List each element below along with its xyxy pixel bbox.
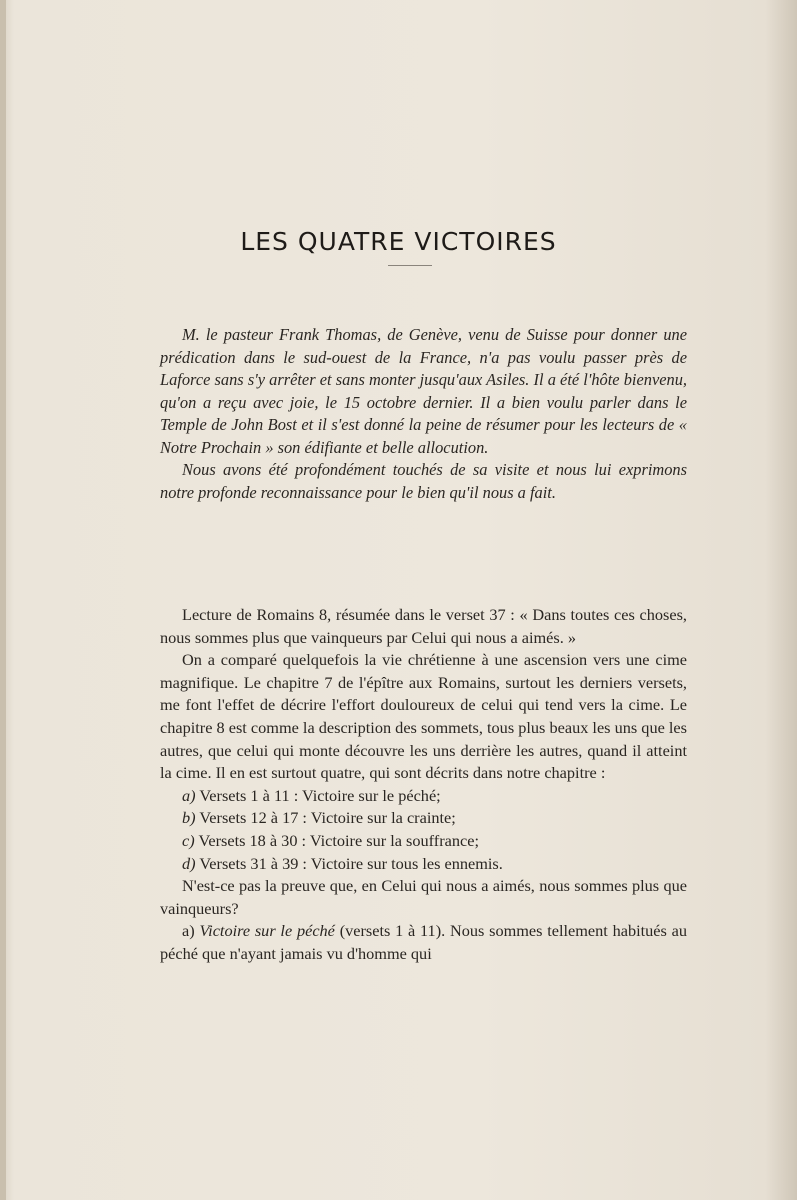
list-item-label: c)	[182, 830, 195, 850]
list-item-text: Versets 31 à 39 : Victoire sur tous les ennemis.	[199, 853, 503, 873]
body-paragraph-1: Lecture de Romains 8, résumée dans le verset 37 : « Dans toutes ces choses, nous sommes plus que vainqueurs par Celui qui nous a aimés. »	[160, 605, 687, 647]
list-item	[160, 853, 687, 876]
section-heading-inline: Victoire sur le péché	[199, 921, 335, 941]
section-label: a)	[182, 921, 195, 941]
list-item-label: d)	[182, 853, 196, 873]
list-item-text: Versets 12 à 17 : Victoire sur la crainte;	[199, 808, 456, 828]
body-paragraph-2: On a comparé quelquefois la vie chrétienne à une ascension vers une cime magnifique. Le chapitre 7 de l'épître aux Romains, surtout les derniers versets, me font l'effet de décrire l'effort douloureux de celui qui tend vers la cime. Le chapitre 8 est comme la description des sommets, tous plus beaux les uns que les autres, que celui qui monte découvre les uns derrière les autres, quand il atteint la cime. Il en est surtout quatre, qui sont décrits dans notre chapitre :	[160, 650, 687, 783]
list-item	[160, 785, 687, 808]
section-text: (versets 1 à 11). Nous sommes tellement habitués au péché que n'ayant jamais vu d'homme qui	[160, 921, 687, 963]
list-item-label: a)	[182, 785, 196, 805]
list-item-text: Versets 1 à 11 : Victoire sur le péché;	[199, 785, 441, 805]
list-item-text: Versets 18 à 30 : Victoire sur la souffrance;	[198, 830, 479, 850]
page-title: LES QUATRE VICTOIRES	[240, 226, 557, 256]
list-item	[160, 807, 687, 830]
title-divider	[388, 265, 432, 266]
page-spine	[0, 0, 6, 1200]
intro-paragraph-2: Nous avons été profondément touchés de sa visite et nous lui exprimons notre profonde reconnaissance pour le bien qu'il nous a fait.	[160, 460, 687, 502]
sermon-text	[160, 604, 687, 966]
intro-note	[160, 324, 687, 504]
intro-paragraph-1: M. le pasteur Frank Thomas, de Genève, venu de Suisse pour donner une prédication dans le sud-ouest de la France, n'a pas voulu passer près de Laforce sans s'y arrêter et sans monter jusqu'aux Asiles. Il a été l'hôte bienvenu, qu'on a reçu avec joie, le 15 octobre dernier. Il a bien voulu parler dans le Temple de John Bost et il s'est donné la peine de résumer pour les lecteurs de « Notre Prochain » son édifiante et belle allocution.	[160, 325, 687, 457]
list-item	[160, 830, 687, 853]
list-item-label: b)	[182, 808, 196, 828]
body-paragraph-3: N'est-ce pas la preuve que, en Celui qui nous a aimés, nous sommes plus que vainqueurs?	[160, 876, 687, 918]
body-paragraph-4	[160, 920, 687, 965]
